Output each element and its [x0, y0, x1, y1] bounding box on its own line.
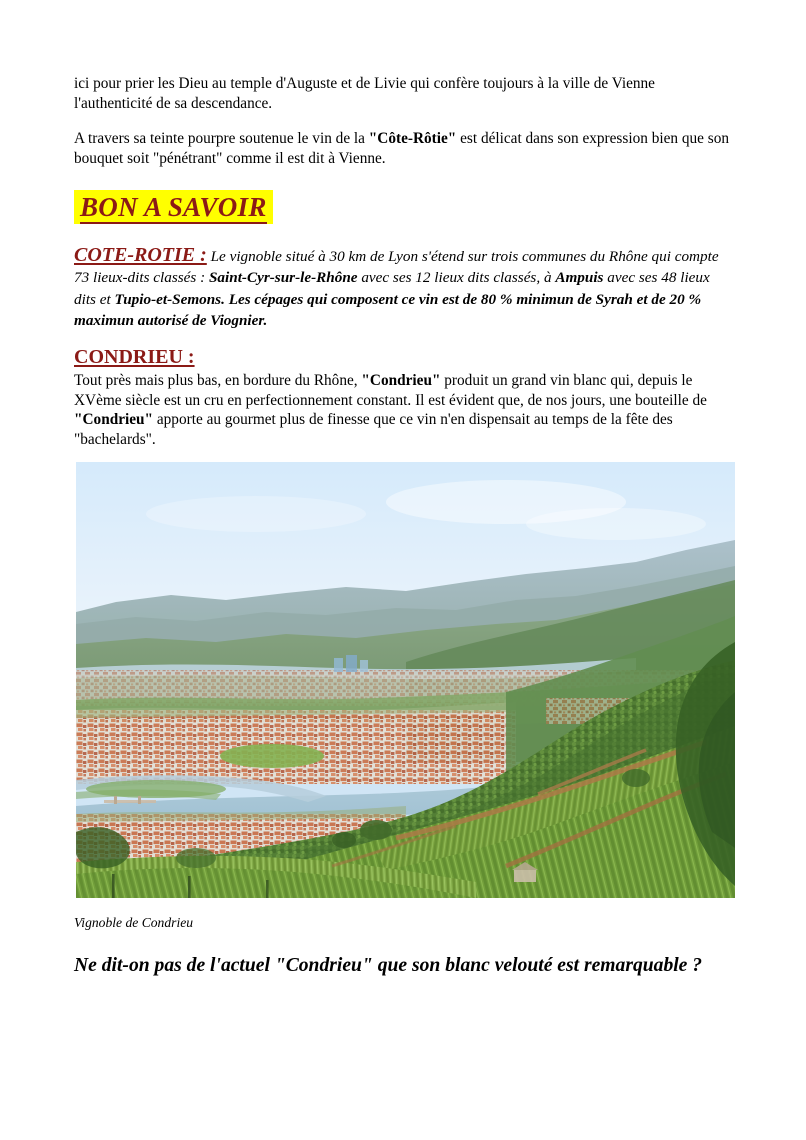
condrieu-heading: CONDRIEU :	[74, 345, 195, 368]
condrieu-body-middle: produit un grand vin blanc qui, depuis le XVème siècle est un cru en perfectionnement constant. Il est évident que, de nos jours, une bouteille de	[74, 372, 707, 409]
vineyard-photograph	[76, 462, 735, 898]
condrieu-inline-mention-2: "Condrieu"	[74, 411, 154, 429]
cote-rotie-run-1: Le vignoble situé à 30 km de Lyon s'étend sur trois communes du Rhône qui compte 73 lieux-dits classés :	[74, 247, 719, 287]
intro-paragraph-2-tail: est délicat dans son expression bien que son bouquet soit "pénétrant" comme il est dit à Vienne.	[74, 130, 730, 167]
condrieu-heading-line	[74, 346, 735, 370]
bon-a-savoir-banner	[74, 190, 273, 223]
cote-rotie-lieu-ampuis: Ampuis	[555, 269, 604, 287]
cote-rotie-run-3: avec ses 12 lieux dits classés, à	[357, 269, 556, 287]
condrieu-paragraph	[74, 371, 735, 449]
vineyard-photo-artwork	[76, 462, 735, 898]
cote-rotie-section	[74, 244, 735, 332]
intro-paragraph-1	[74, 74, 735, 113]
condrieu-inline-mention-1: "Condrieu"	[361, 372, 441, 390]
cote-rotie-cepages: Tupio-et-Semons. Les cépages qui composent ce vin est de 80 % minimun de Syrah et de 20 % maximun autorisé de Viognier.	[74, 290, 702, 330]
cote-rotie-run-5: avec ses 48 lieux dits et	[74, 269, 710, 308]
intro-paragraph-2	[74, 129, 735, 168]
cote-rotie-heading: COTE-ROTIE :	[74, 243, 207, 266]
bon-a-savoir-label: BON A SAVOIR	[80, 192, 267, 223]
condrieu-body-lead: Tout près mais plus bas, en bordure du Rhône,	[74, 372, 362, 390]
intro-paragraph-2-lead: A travers sa teinte pourpre soutenue le vin de la	[74, 130, 369, 148]
document-text-column	[74, 74, 735, 450]
cote-rotie-inline-mention: "Côte-Rôtie"	[368, 130, 457, 148]
closing-statement: Ne dit-on pas de l'actuel "Condrieu" que son blanc velouté est remarquable ?	[74, 955, 703, 976]
condrieu-body-tail: apporte au gourmet plus de finesse que ce vin n'en dispensait au temps de la fête des "bachelards".	[74, 411, 673, 449]
cote-rotie-lieu-saint-cyr: Saint-Cyr-sur-le-Rhône	[208, 269, 358, 287]
bon-a-savoir-banner-wrap	[74, 190, 735, 223]
intro-paragraph-1-text: ici pour prier les Dieu au temple d'Auguste et de Livie qui confère toujours à la ville de Vienne l'authenticité de sa descendance.	[74, 75, 655, 112]
photo-caption: Vignoble de Condrieu	[74, 915, 194, 930]
